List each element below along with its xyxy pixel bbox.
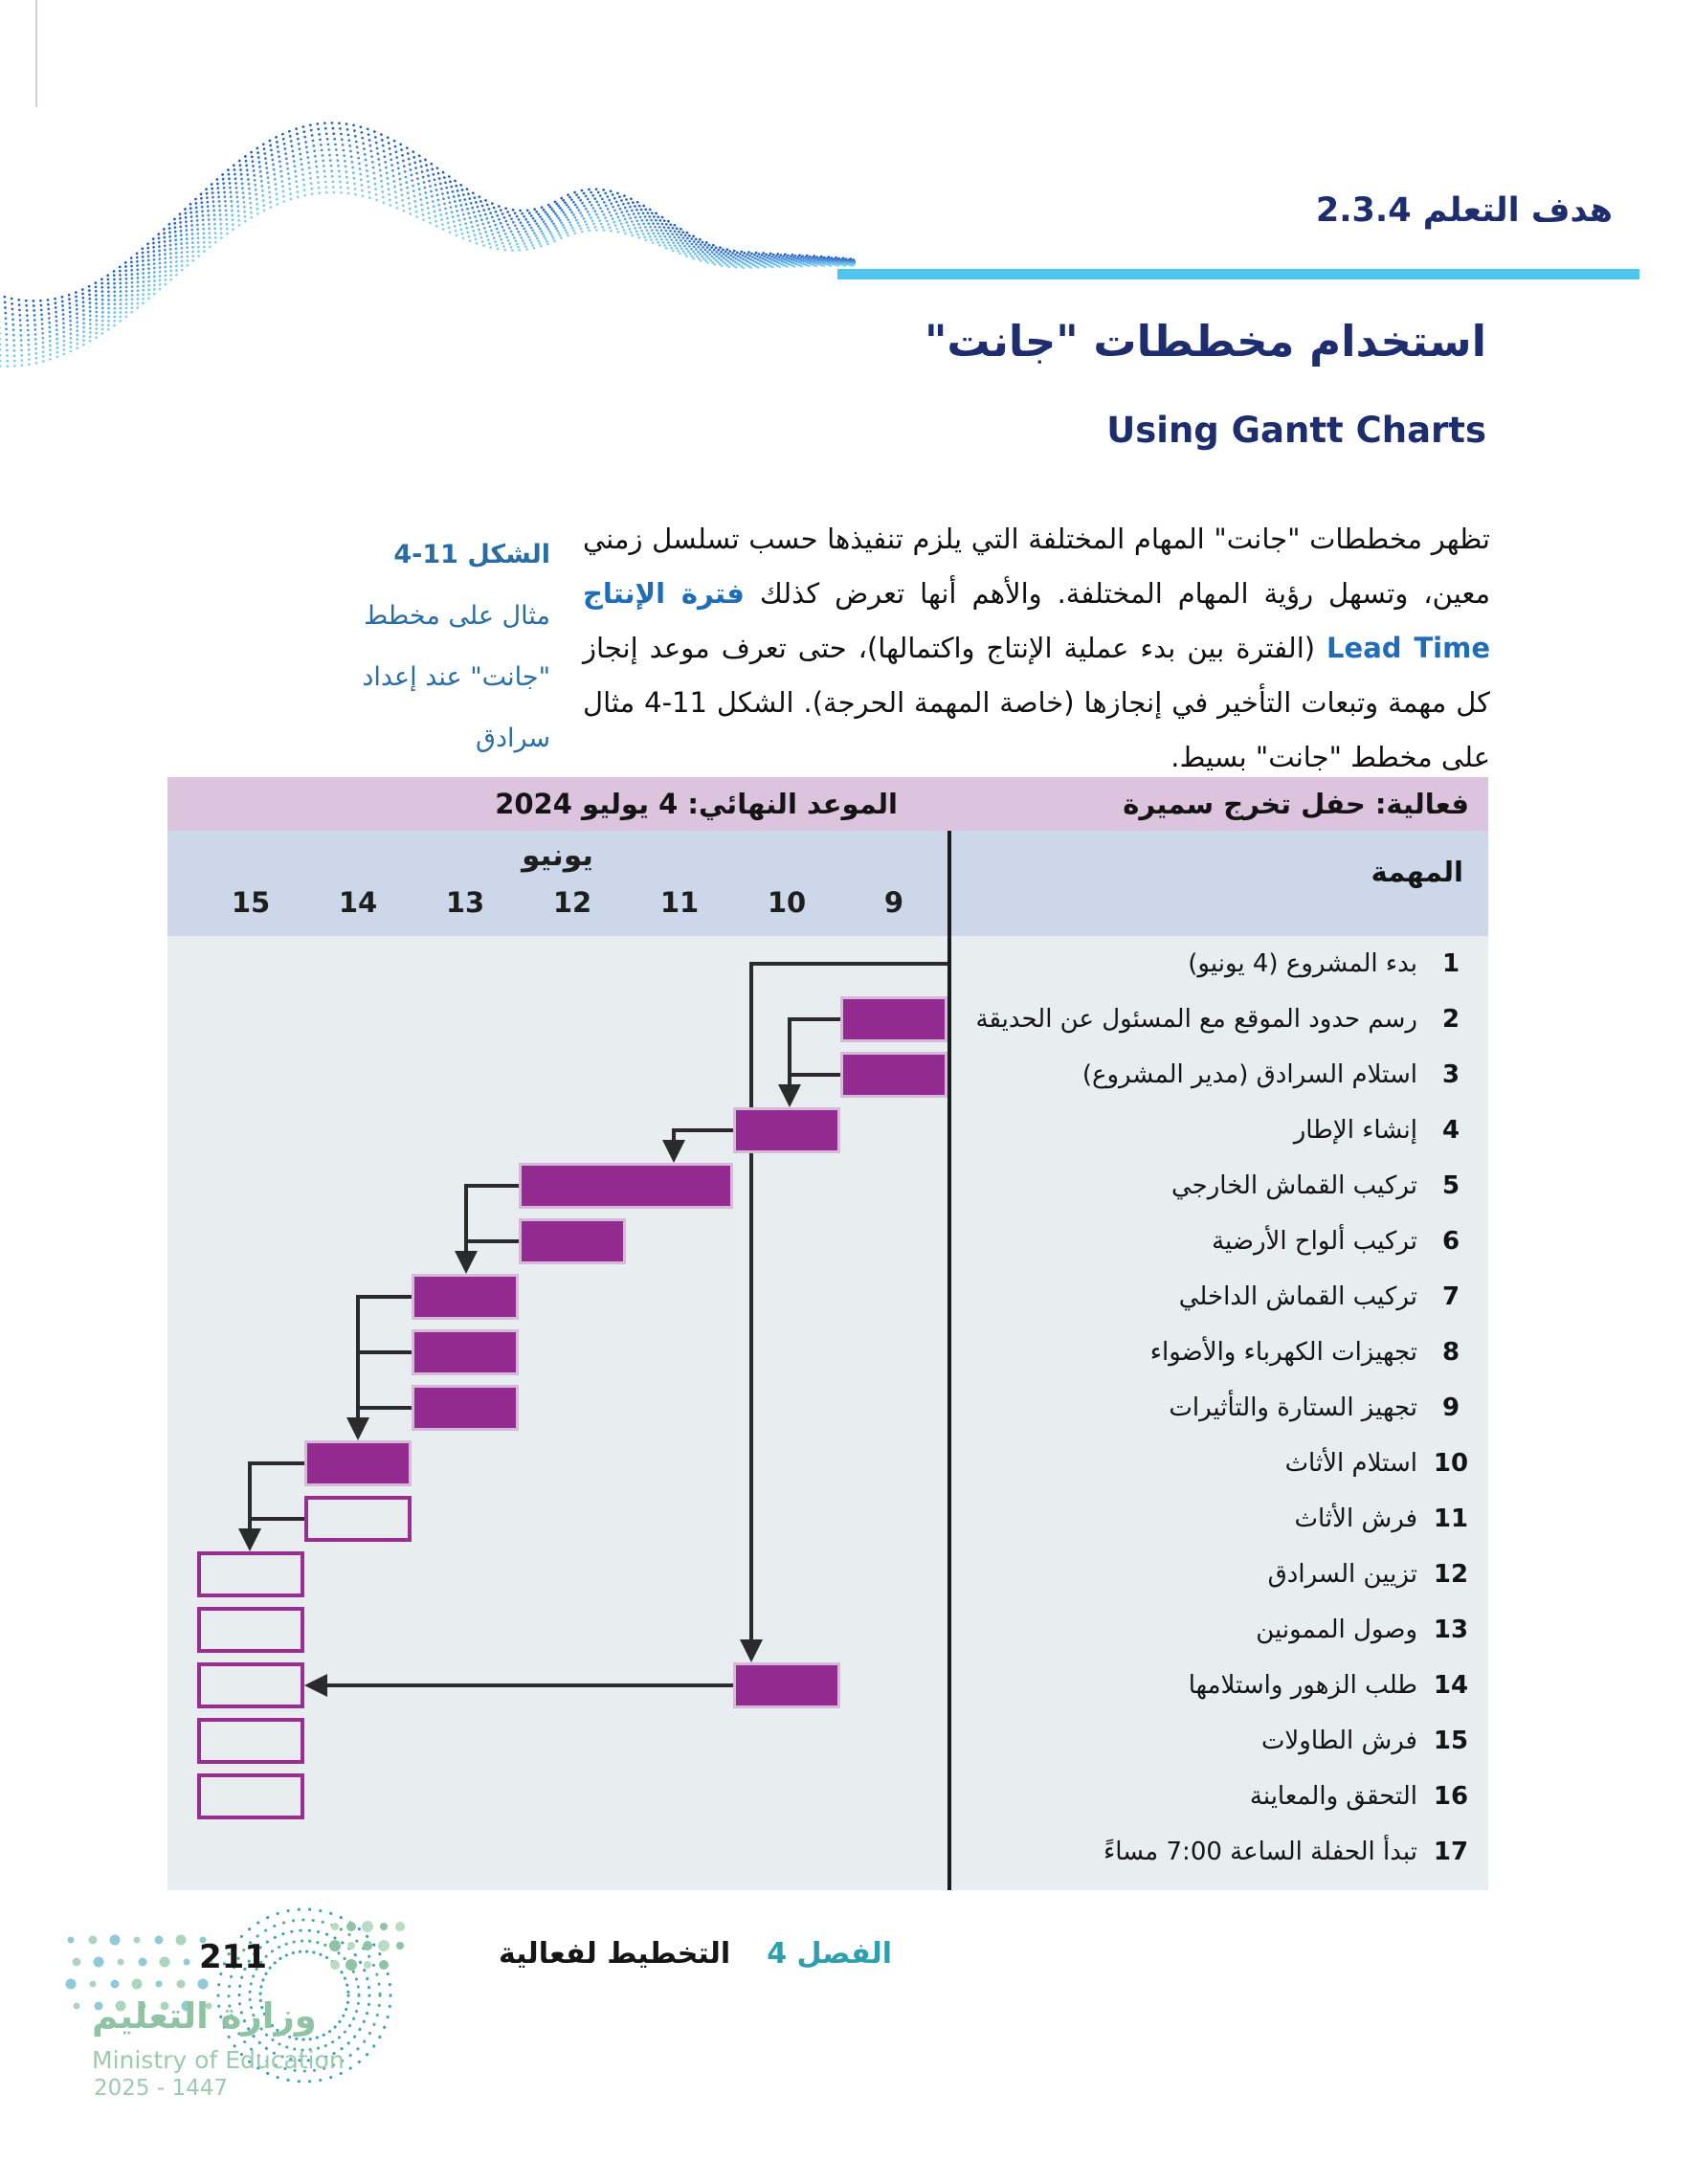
task-number: 17 bbox=[1433, 1838, 1469, 1866]
keyword-text: فترة الإنتاج bbox=[583, 577, 745, 610]
task-label: طلب الزهور واستلامها bbox=[1188, 1671, 1417, 1700]
day-label: 12 bbox=[552, 886, 592, 919]
gantt-bar-filled bbox=[733, 1662, 840, 1708]
task-row bbox=[940, 1658, 1471, 1713]
dependency-stub bbox=[672, 1128, 733, 1132]
figure-caption-line: الشكل 11-4 bbox=[393, 540, 550, 569]
task-row bbox=[940, 1380, 1471, 1436]
day-label: 13 bbox=[445, 886, 485, 919]
footer-chapter: الفصل 4 bbox=[767, 1936, 892, 1971]
gantt-bar-filled bbox=[412, 1329, 519, 1375]
task-row bbox=[940, 1103, 1471, 1158]
task-number: 4 bbox=[1441, 1116, 1460, 1145]
dotted-wave-decoration bbox=[0, 43, 861, 493]
task-row bbox=[940, 1547, 1471, 1602]
task-label: تبدأ الحفلة الساعة 7:00 مساءً bbox=[1103, 1838, 1417, 1866]
task-number: 14 bbox=[1433, 1671, 1469, 1700]
chart-divider-line bbox=[947, 831, 951, 1890]
task-row bbox=[940, 992, 1471, 1047]
gantt-bar-outline bbox=[197, 1662, 304, 1708]
dependency-vertical bbox=[464, 1184, 468, 1255]
task-number: 15 bbox=[1433, 1727, 1469, 1755]
start-line bbox=[749, 962, 947, 966]
day-label: 9 bbox=[883, 886, 904, 919]
chart-event-bar bbox=[167, 777, 1488, 831]
heading-underline-rule bbox=[837, 269, 1639, 279]
gantt-bar-filled bbox=[304, 1440, 412, 1486]
footer-section: التخطيط لفعالية bbox=[498, 1936, 731, 1971]
task-label: إنشاء الإطار bbox=[1293, 1116, 1417, 1145]
task-row bbox=[940, 1325, 1471, 1380]
task-label: فرش الطاولات bbox=[1260, 1727, 1417, 1755]
task-row bbox=[940, 1713, 1471, 1769]
task-row bbox=[940, 1602, 1471, 1658]
task-label: وصول الممونين bbox=[1256, 1616, 1417, 1644]
task-label: استلام السرادق (مدير المشروع) bbox=[1081, 1060, 1417, 1089]
gantt-bar-filled bbox=[412, 1385, 519, 1431]
task-label: تجهيز الستارة والتأثيرات bbox=[1169, 1393, 1417, 1422]
dependency-stub bbox=[248, 1461, 304, 1465]
task-label: تزيين السرادق bbox=[1267, 1560, 1417, 1589]
gantt-bar-filled bbox=[519, 1163, 733, 1209]
page-title-english: Using Gantt Charts bbox=[1106, 410, 1486, 451]
dependency-vertical bbox=[788, 1017, 791, 1088]
page-title-arabic: استخدام مخططات "جانت" bbox=[924, 316, 1486, 367]
day-label: 14 bbox=[338, 886, 378, 919]
gantt-bar-filled bbox=[840, 1052, 947, 1098]
gantt-bar-filled bbox=[733, 1107, 840, 1153]
dependency-stub bbox=[464, 1184, 519, 1188]
gantt-bar-outline bbox=[197, 1718, 304, 1764]
lesson-objective-heading: هدف التعلم 2.3.4 bbox=[1315, 191, 1613, 230]
gantt-bar-filled bbox=[412, 1274, 519, 1320]
task-column-label: المهمة bbox=[1371, 856, 1463, 888]
task-row bbox=[940, 1047, 1471, 1103]
gantt-bar-outline bbox=[197, 1607, 304, 1653]
paragraph-text: (الفترة بين بدء عملية الإنتاج واكتمالها)، حتى تعرف موعد إنجاز كل مهمة وتبعات التأخير في إنجازها (خاصة المهمة الحرجة). الشكل 11-4 مثال على مخطط "جانت" بسيط. bbox=[583, 632, 1490, 773]
dependency-stub bbox=[788, 1017, 840, 1021]
task-row bbox=[940, 936, 1471, 992]
task-number: 1 bbox=[1441, 949, 1460, 978]
body-paragraph bbox=[583, 512, 1490, 785]
dependency-arrowhead-down bbox=[662, 1140, 685, 1163]
dependency-arrowhead-down bbox=[778, 1084, 801, 1107]
figure-caption bbox=[234, 524, 550, 769]
task-label: التحقق والمعاينة bbox=[1249, 1782, 1417, 1811]
task-label: تجهيزات الكهرباء والأضواء bbox=[1149, 1338, 1417, 1367]
page-number: 211 bbox=[199, 1938, 267, 1976]
chart-deadline-label: الموعد النهائي: 4 يوليو 2024 bbox=[495, 788, 898, 820]
task-row bbox=[940, 1769, 1471, 1824]
task-number: 2 bbox=[1441, 1005, 1460, 1034]
dependency-arrowhead-down bbox=[740, 1639, 763, 1662]
day-label: 11 bbox=[659, 886, 700, 919]
dependency-stub bbox=[464, 1239, 519, 1243]
keyword-text: Lead Time bbox=[1326, 632, 1490, 664]
task-label: تركيب ألواح الأرضية bbox=[1212, 1227, 1417, 1256]
figure-caption-line: سرادق bbox=[476, 724, 550, 753]
dependency-arrowhead-down bbox=[346, 1417, 369, 1440]
task-number: 7 bbox=[1441, 1282, 1460, 1311]
figure-caption-line: "جانت" عند إعداد bbox=[362, 662, 550, 692]
task-number: 10 bbox=[1433, 1449, 1469, 1478]
task-row bbox=[940, 1214, 1471, 1269]
task-number: 11 bbox=[1433, 1504, 1469, 1533]
task-number: 13 bbox=[1433, 1616, 1469, 1644]
dependency-stub bbox=[356, 1350, 412, 1354]
gantt-bar-filled bbox=[840, 996, 947, 1042]
task-row bbox=[940, 1158, 1471, 1214]
figure-caption-line: مثال على مخطط bbox=[364, 601, 550, 631]
dependency-line bbox=[322, 1683, 733, 1687]
dependency-stub bbox=[356, 1295, 412, 1299]
task-label: تركيب القماش الخارجي bbox=[1170, 1171, 1417, 1200]
dependency-stub bbox=[248, 1517, 304, 1521]
ministry-name-english: Ministry of Education bbox=[92, 2046, 345, 2074]
dependency-vertical bbox=[356, 1295, 360, 1421]
task-number: 5 bbox=[1441, 1171, 1460, 1200]
task-row bbox=[940, 1824, 1471, 1880]
dependency-stub bbox=[356, 1406, 412, 1410]
task-label: بدء المشروع (4 يونيو) bbox=[1188, 949, 1417, 978]
month-label: يونيو bbox=[522, 838, 593, 873]
logo-edition-year: 2025 - 1447 bbox=[94, 2076, 228, 2101]
ministry-name-arabic: وزارة التعليم bbox=[92, 1995, 317, 2037]
task-row bbox=[940, 1269, 1471, 1325]
gantt-bar-outline bbox=[304, 1496, 412, 1542]
gantt-chart-figure bbox=[167, 777, 1488, 1890]
task-number: 16 bbox=[1433, 1782, 1469, 1811]
day-label: 10 bbox=[767, 886, 807, 919]
dependency-stub bbox=[788, 1073, 840, 1077]
gantt-bar-outline bbox=[197, 1773, 304, 1819]
task-row bbox=[940, 1436, 1471, 1491]
task-label: استلام الأثاث bbox=[1284, 1449, 1417, 1478]
task-number: 3 bbox=[1441, 1060, 1460, 1089]
chart-column-header bbox=[167, 831, 1488, 936]
gantt-bar-outline bbox=[197, 1551, 304, 1597]
dependency-vertical bbox=[248, 1461, 252, 1532]
task-number: 8 bbox=[1441, 1338, 1460, 1367]
task-label: تركيب القماش الداخلي bbox=[1178, 1282, 1417, 1311]
footer-chapter-line bbox=[498, 1931, 892, 1975]
task-number: 9 bbox=[1441, 1393, 1460, 1422]
day-label: 15 bbox=[231, 886, 271, 919]
paragraph-text: تظهر مخططات "جانت" المهام المختلفة التي يلزم تنفيذها حسب تسلسل زمني معين، وتسهل رؤية المهام المختلفة. والأهم أنها تعرض كذلك bbox=[583, 523, 1490, 610]
dependency-arrowhead-down bbox=[455, 1251, 478, 1274]
task-label: فرش الأثاث bbox=[1294, 1504, 1417, 1533]
chart-event-label: فعالية: حفل تخرج سميرة bbox=[1123, 788, 1469, 820]
start-vertical bbox=[749, 962, 753, 1643]
task-number: 12 bbox=[1433, 1560, 1469, 1589]
gantt-bar-filled bbox=[519, 1218, 626, 1264]
ministry-logo bbox=[57, 1900, 469, 2168]
task-row bbox=[940, 1491, 1471, 1547]
dependency-arrowhead-left bbox=[304, 1674, 327, 1697]
task-label: رسم حدود الموقع مع المسئول عن الحديقة bbox=[975, 1005, 1417, 1034]
task-number: 6 bbox=[1441, 1227, 1460, 1256]
dependency-arrowhead-down bbox=[238, 1528, 261, 1551]
